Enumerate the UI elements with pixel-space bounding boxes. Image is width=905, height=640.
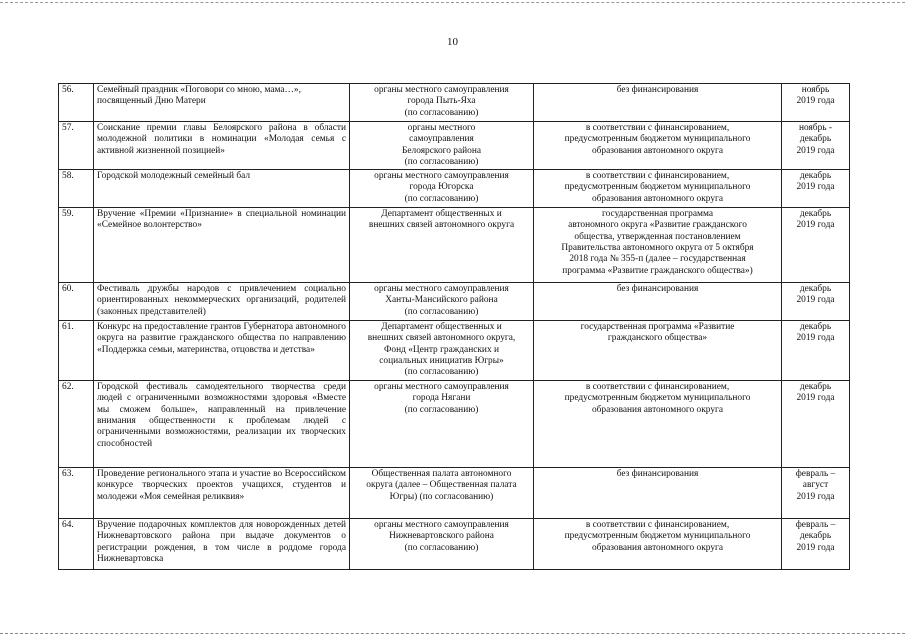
table-row [59,84,850,122]
row-number: 57. [59,122,94,170]
table-row [59,208,850,283]
event-period: декабрь 2019 года [782,321,850,381]
event-description: Семейный праздник «Поговори со мною, мама…», посвященный Дню Матери [94,84,350,122]
row-number: 62. [59,381,94,468]
responsible-organization: органы местного самоуправления города Пыть-Яха (по согласованию) [350,84,534,122]
event-period: декабрь 2019 года [782,208,850,283]
table-row [59,381,850,468]
row-number: 59. [59,208,94,283]
event-description: Вручение «Премии «Признание» в специальной номинации «Семейное волонтерство» [94,208,350,283]
row-number: 61. [59,321,94,381]
event-description: Конкурс на предоставление грантов Губернатора автономного округа на развитие гражданского общества по направлению «Поддержка семьи, материнства, отцовства и детства» [94,321,350,381]
event-period: декабрь 2019 года [782,283,850,321]
responsible-organization: органы местного самоуправления Ханты-Мансийского района (по согласованию) [350,283,534,321]
financing-source: в соответствии с финансированием, предусмотренным бюджетом муниципального образования автономного округа [534,122,782,170]
scan-border-top [0,2,905,3]
row-number: 60. [59,283,94,321]
scan-border-bottom [0,633,905,634]
event-description: Соискание премии главы Белоярского района в области молодежной политики в номинации «Молодая семья с активной жизненной позицией» [94,122,350,170]
table-row [59,122,850,170]
table-row [59,519,850,570]
financing-source: без финансирования [534,283,782,321]
event-period: февраль – декабрь 2019 года [782,519,850,570]
event-period: декабрь 2019 года [782,170,850,208]
table-row [59,170,850,208]
events-table [58,83,850,570]
event-period: ноябрь 2019 года [782,84,850,122]
row-number: 64. [59,519,94,570]
financing-source: без финансирования [534,84,782,122]
responsible-organization: Общественная палата автономного округа (далее – Общественная палата Югры) (по согласованию) [350,468,534,519]
row-number: 56. [59,84,94,122]
financing-source: государственная программа «Развитие гражданского общества» [534,321,782,381]
event-period: ноябрь - декабрь 2019 года [782,122,850,170]
financing-source: государственная программа автономного округа «Развитие гражданского общества, утвержденная постановлением Правительства автономного округа от 5 октября 2018 года № 355-п (далее – государственная программа «Развитие гражданского общества») [534,208,782,283]
responsible-organization: органы местного самоуправления города Югорска (по согласованию) [350,170,534,208]
financing-source: в соответствии с финансированием, предусмотренным бюджетом муниципального образования автономного округа [534,170,782,208]
event-description: Городской молодежный семейный бал [94,170,350,208]
event-description: Проведение регионального этапа и участие во Всероссийском конкурсе творческих проектов учащихся, студентов и молодежи «Моя семейная реликвия» [94,468,350,519]
row-number: 58. [59,170,94,208]
event-description: Вручение подарочных комплектов для новорожденных детей Нижневартовского района при выдаче документов о регистрации рождения, в том числе в роддоме города Нижневартовска [94,519,350,570]
event-description: Городской фестиваль самодеятельного творчества среди людей с ограниченными возможностями здоровья «Вместе мы сможем больше», направленный на привлечение внимания общественности к проблемам людей с ограниченными возможностями, реализации их творческих способностей [94,381,350,468]
event-period: декабрь 2019 года [782,381,850,468]
table-row [59,321,850,381]
table-row [59,468,850,519]
event-description: Фестиваль дружбы народов с привлечением социально ориентированных некоммерческих организаций, родителей (законных представителей) [94,283,350,321]
table-row [59,283,850,321]
row-number: 63. [59,468,94,519]
financing-source: в соответствии с финансированием, предусмотренным бюджетом муниципального образования автономного округа [534,519,782,570]
event-period: февраль – август 2019 года [782,468,850,519]
responsible-organization: органы местного самоуправления Белоярского района (по согласованию) [350,122,534,170]
responsible-organization: Департамент общественных и внешних связей автономного округа, Фонд «Центр гражданских и социальных инициатив Югры» (по согласованию) [350,321,534,381]
responsible-organization: органы местного самоуправления города Нягани (по согласованию) [350,381,534,468]
financing-source: без финансирования [534,468,782,519]
responsible-organization: Департамент общественных и внешних связей автономного округа [350,208,534,283]
responsible-organization: органы местного самоуправления Нижневартовского района (по согласованию) [350,519,534,570]
page-number: 10 [447,36,458,48]
financing-source: в соответствии с финансированием, предусмотренным бюджетом муниципального образования автономного округа [534,381,782,468]
